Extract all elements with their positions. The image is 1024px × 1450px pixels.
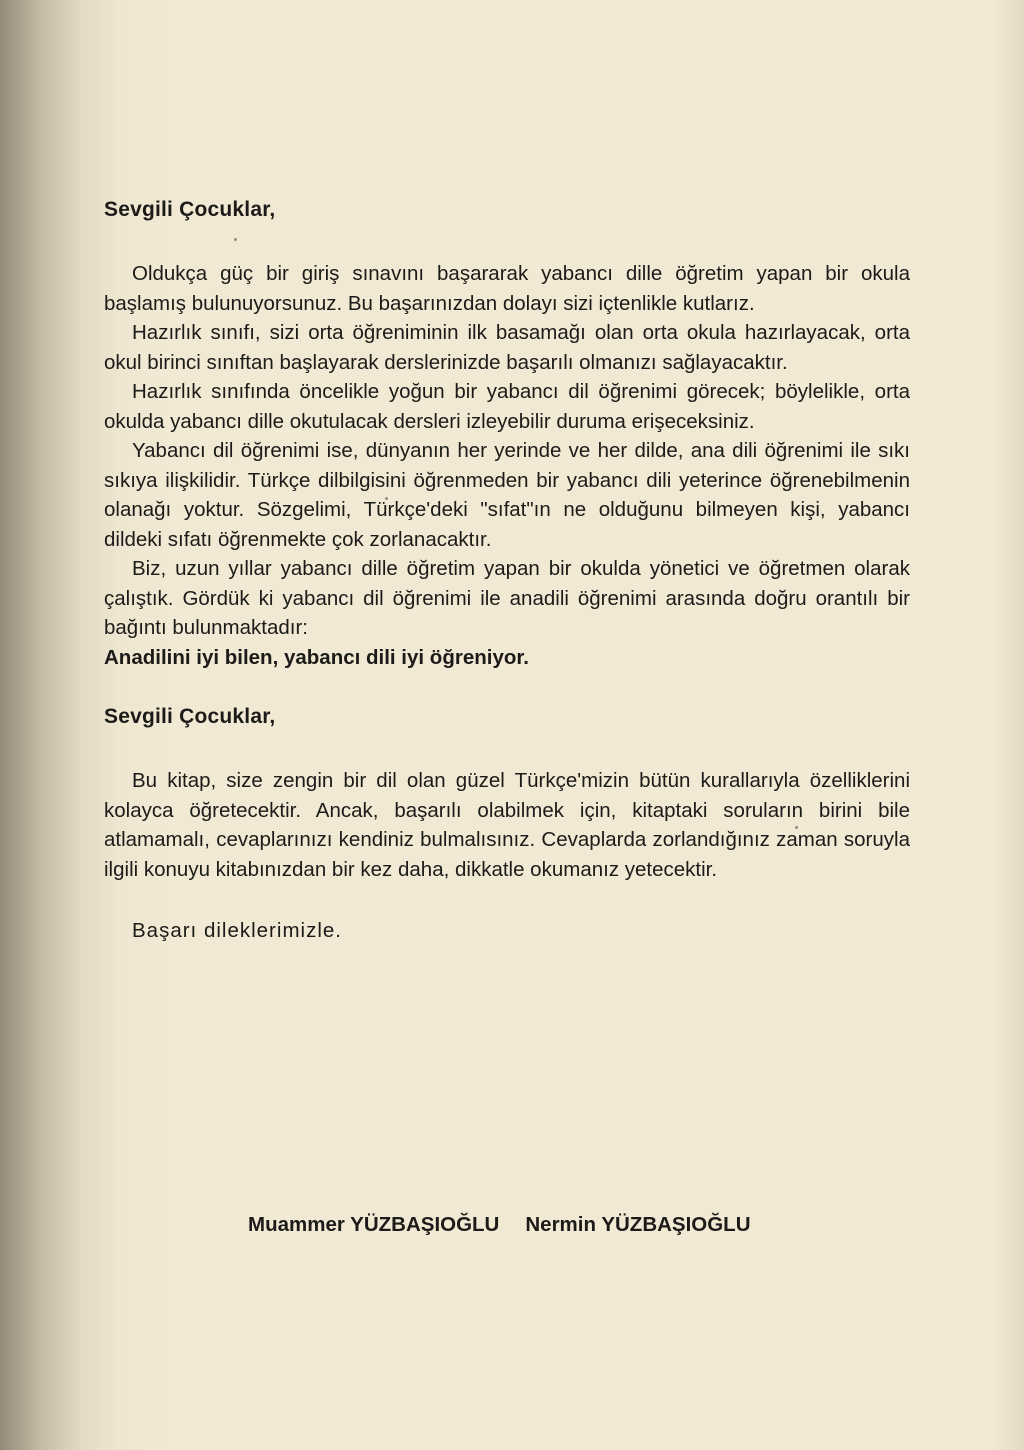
signature-block — [248, 1210, 908, 1240]
author-name: Nermin YÜZBAŞIOĞLU — [525, 1213, 751, 1236]
paragraph: Hazırlık sınıfında öncelikle yoğun bir yabancı dil öğrenimi görecek; böylelikle, orta okulda yabancı dille okutulacak dersleri izleyebilir duruma erişeceksiniz. — [104, 380, 910, 433]
greeting-heading: Sevgili Çocuklar, — [104, 198, 276, 221]
paragraph: Yabancı dil öğrenimi ise, dünyanın her yerinde ve her dilde, ana dili öğrenimi ile sıkı sıkıya ilişkilidir. Türkçe dilbilgisini öğrenmeden bir yabancı dili yeterince öğrenebilmenin olanağı yoktur. Sözgelimi, Türkçe'deki "sıfat"ın ne olduğunu bilmeyen kişi, yabancı dildeki sıfatı öğrenmekte çok zorlanacaktır. — [104, 439, 910, 551]
paragraph: Oldukça güç bir giriş sınavını başararak yabancı dille öğretim yapan bir okula başlamış bulunuyorsunuz. Bu başarınızdan dolayı sizi içtenlikle kutlarız. — [104, 262, 910, 315]
paragraph: Hazırlık sınıfı, sizi orta öğreniminin ilk basamağı olan orta okula hazırlayacak, orta okul birinci sınıftan başlayarak derslerinizde başarılı olmanızı sağlayacaktır. — [104, 321, 910, 374]
greeting-heading-second: Sevgili Çocuklar, — [104, 705, 276, 728]
closing-line: Başarı dileklerimizle. — [132, 919, 342, 942]
emphasis-sentence: Anadilini iyi bilen, yabancı dili iyi öğreniyor. — [104, 645, 529, 669]
paragraph: Bu kitap, size zengin bir dil olan güzel Türkçe'mizin bütün kurallarıyla özelliklerini kolayca öğretecektir. Ancak, başarılı olabilmek için, kitaptaki soruların birini bile atlamamalı, cevaplarınızı kendiniz bulmalısınız. Cevaplarda zorlandığınız zaman soruyla ilgili konuyu kitabınızdan bir kez daha, dikkatle okumanız yetecektir. — [104, 769, 910, 881]
paragraph: Biz, uzun yıllar yabancı dille öğretim yapan bir okulda yönetici ve öğretmen olarak çalıştık. Gördük ki yabancı dil öğrenimi ile anadili öğrenimi arasında doğru orantılı bir bağıntı bulunmaktadır: — [104, 557, 910, 639]
author-name: Muammer YÜZBAŞIOĞLU — [248, 1213, 500, 1236]
letter-body — [104, 195, 910, 946]
